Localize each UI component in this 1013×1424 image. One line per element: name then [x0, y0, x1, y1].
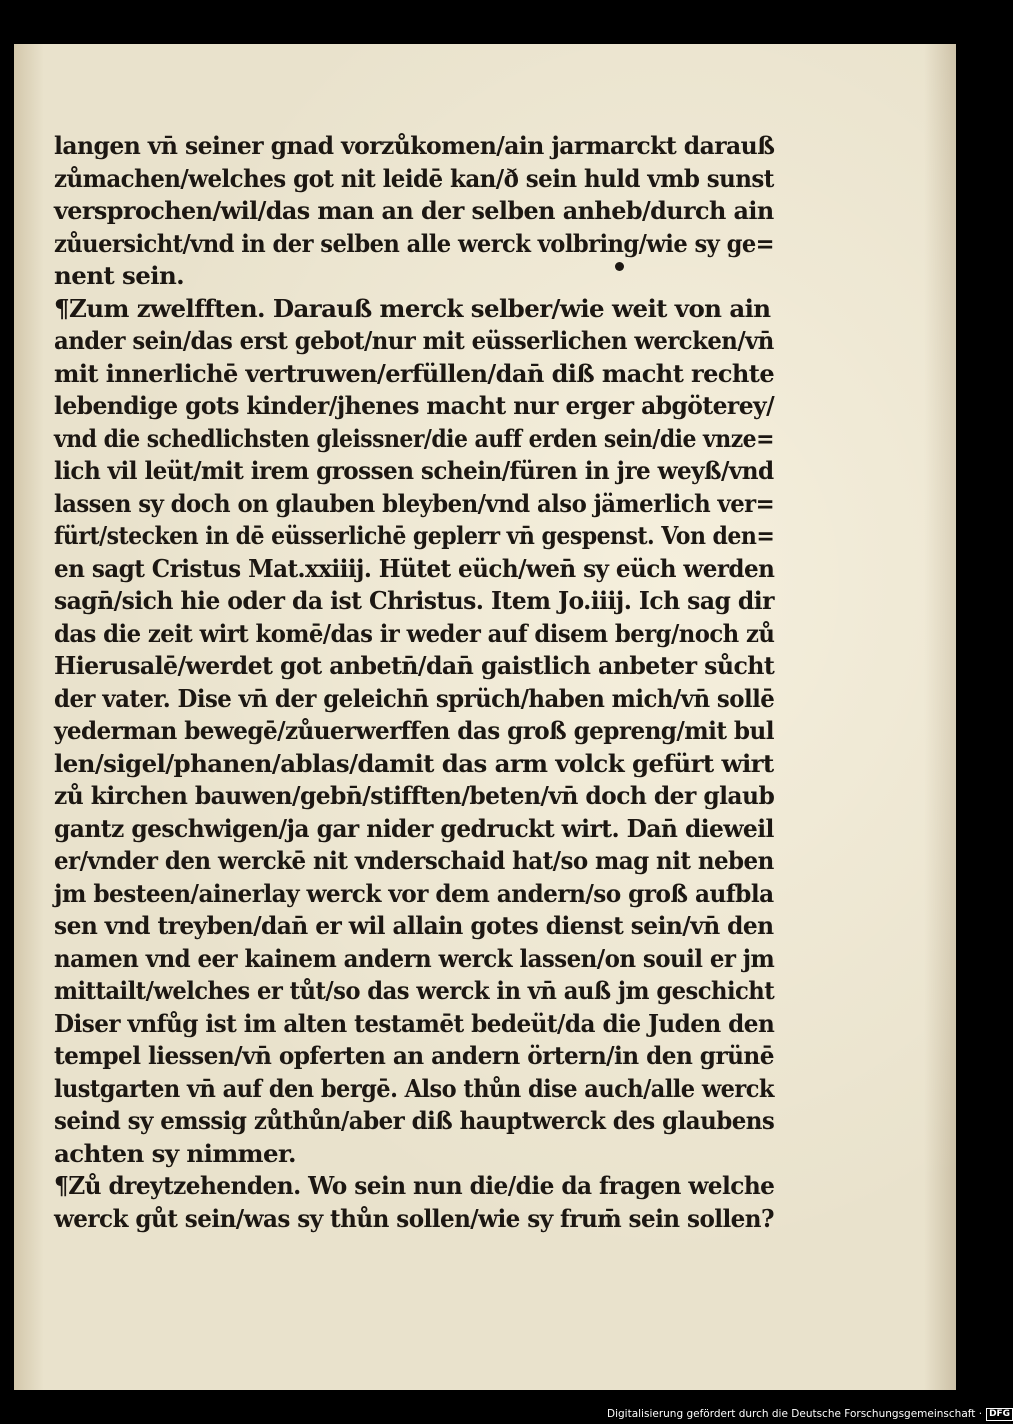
text-line: len/sigel/phanen/ablas/damit das arm volck gefürt wirt [54, 748, 774, 778]
text-line: lassen sy doch on glauben bleyben/vnd also jämerlich ver= [54, 488, 775, 518]
text-line: jm besteen/ainerlay werck vor dem andern/so groß aufbla [54, 878, 774, 908]
text-line: en sagt Cristus Mat.xxiiij. Hütet eüch/wen̄ sy eüch werden [54, 553, 775, 583]
text-line: ¶Zum zwelfften. Darauß merck selber/wie weit von ain [54, 293, 771, 323]
text-line: der vater. Dise vn̄ der geleichn̄ sprüch/haben mich/vn̄ sollē [54, 683, 775, 713]
text-line: langen vn̄ seiner gnad vorzůkomen/ain jarmarckt darauß [54, 131, 775, 160]
ink-blot [615, 262, 624, 271]
text-line: sen vnd treyben/dan̄ er wil allain gotes dienst sein/vn̄ den [54, 911, 774, 940]
text-line: fürt/stecken in dē eüsserlichē geplerr vn̄ gespenst. Von den= [54, 521, 775, 550]
text-line: das die zeit wirt komē/das ir weder auf disem berg/noch zů [54, 618, 775, 648]
text-line: ¶Zů dreytzehenden. Wo sein nun die/die da fragen welche [54, 1171, 775, 1200]
text-line: Hierusalē/werdet got anbetn̄/dan̄ gaistlich anbeter sůcht [54, 651, 775, 680]
text-line: er/vnder den werckē nit vnderschaid hat/so mag nit neben [54, 846, 774, 875]
text-line: mit innerlichē vertruwen/erfüllen/dan̄ diß macht rechte [54, 358, 775, 388]
text-line: lich vil leüt/mit irem grossen schein/füren in jre weyß/vnd [54, 456, 774, 485]
text-line: zůuersicht/vnd in der selben alle werck volbring/wie sy ge= [54, 228, 775, 258]
text-line: lebendige gots kinder/jhenes macht nur erger abgöterey/ [54, 391, 775, 420]
credit-text: Digitalisierung gefördert durch die Deutsche Forschungsgemeinschaft · [607, 1408, 983, 1420]
dfg-logo: DFG [986, 1408, 1013, 1421]
text-line: gantz geschwigen/ja gar nider gedruckt wirt. Dan̄ dieweil [54, 813, 774, 843]
text-block [54, 130, 774, 1235]
text-line: lustgarten vn̄ auf den bergē. Also thůn dise auch/alle werck [54, 1073, 774, 1103]
text-line: werck gůt sein/was sy thůn sollen/wie sy frum̄ sein sollen? [54, 1203, 774, 1233]
text-line: zů kirchen bauwen/gebn̄/stifften/beten/vn̄ doch der glaub [54, 781, 775, 810]
text-line: namen vnd eer kainem andern werck lassen/on souil er jm [54, 943, 775, 973]
text-line: versprochen/wil/das man an der selben anheb/durch ain [54, 196, 774, 225]
text-line: Diser vnfůg ist im alten testamēt bedeüt/da die Juden den [54, 1008, 775, 1038]
text-line: vnd die schedlichsten gleissner/die auff erden sein/die vnze= [54, 423, 774, 453]
text-line: nent sein. [54, 261, 185, 290]
text-line: achten sy nimmer. [54, 1138, 296, 1168]
text-line: yederman bewegē/zůuerwerffen das groß gepreng/mit bul [54, 716, 774, 745]
text-line: mittailt/welches er tůt/so das werck in vn̄ auß jm geschicht [54, 976, 775, 1005]
text-line: ander sein/das erst gebot/nur mit eüsserlichen wercken/vn̄ [54, 326, 774, 355]
digitization-credit [607, 1406, 1013, 1422]
text-line: sagn̄/sich hie oder da ist Christus. Item Jo.iiij. Ich sag dir [54, 586, 774, 615]
text-line: seind sy emssig zůthůn/aber diß hauptwerck des glaubens [54, 1106, 775, 1135]
book-page [14, 44, 956, 1390]
text-line: zůmachen/welches got nit leidē kan/ð sein huld vmb sunst [54, 163, 774, 193]
text-line: tempel liessen/vn̄ opferten an andern örtern/in den grünē [54, 1041, 774, 1070]
